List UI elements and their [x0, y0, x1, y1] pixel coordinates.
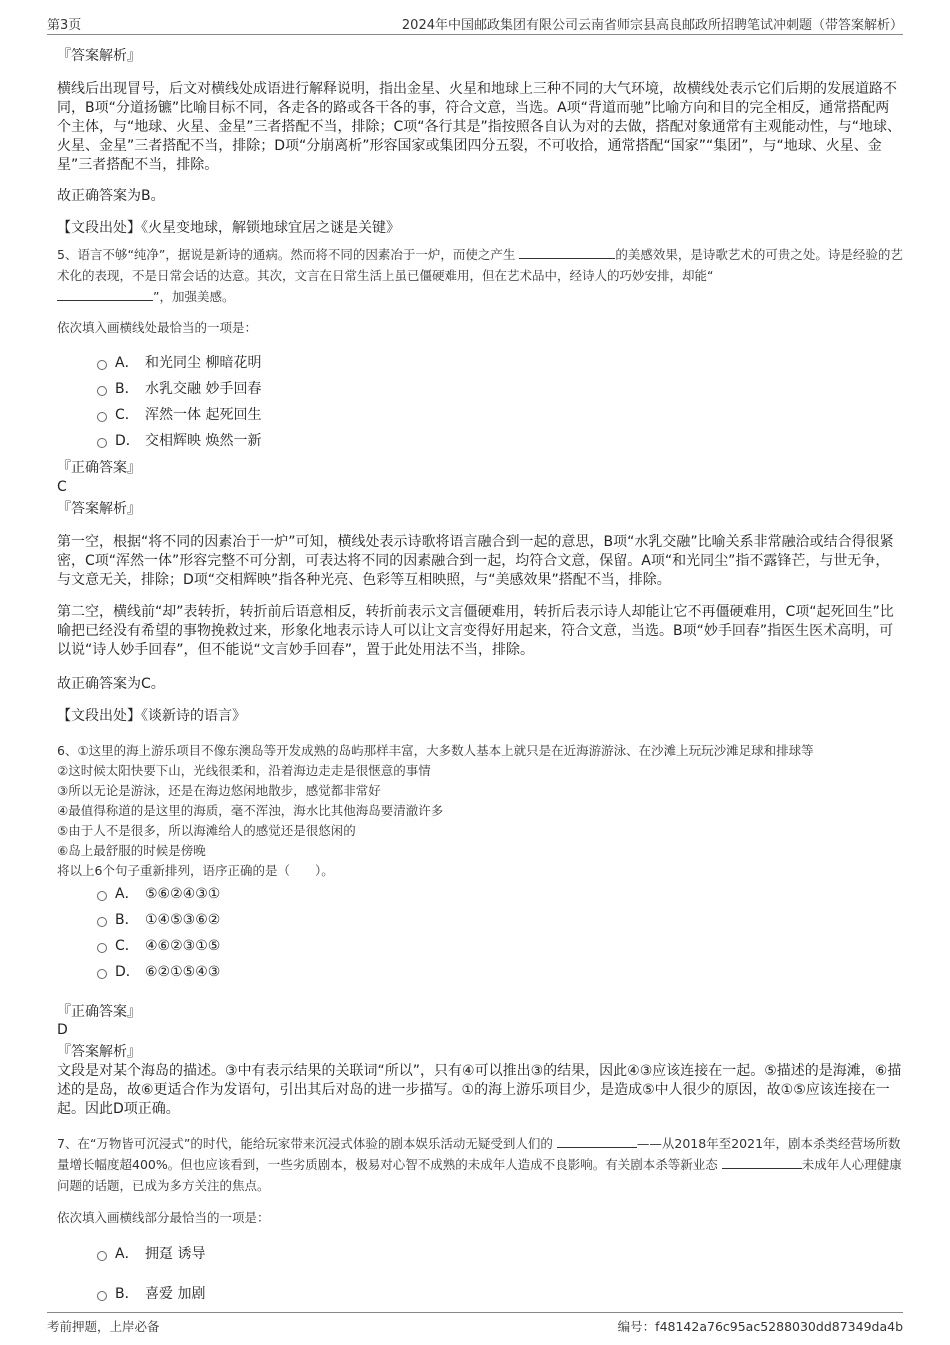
page-footer: [47, 1312, 903, 1337]
radio-icon[interactable]: [97, 386, 107, 396]
q4-source: [57, 218, 903, 238]
q4-analysis-label: 『答案解析』: [57, 48, 141, 64]
q5-option-b[interactable]: B． 水乳交融 妙手回春: [97, 379, 261, 399]
q4-conclusion: 故正确答案为B。: [57, 188, 165, 204]
q6-sentence-2: ②这时候太阳快要下山，光线很柔和，沿着海边走走是很惬意的事情: [57, 763, 431, 778]
q7-option-b[interactable]: B． 喜爱 加剧: [97, 1284, 205, 1304]
q6-option-b[interactable]: B． ①④⑤③⑥②: [97, 910, 220, 930]
q6-analysis-label: 『答案解析』: [57, 1044, 141, 1060]
q7-stem: 7、在“万物皆可沉浸式”的时代，能给玩家带来沉浸式体验的剧本娱乐活动无疑受到人们的 ——从2018年至2021年，剧本杀类经营场所数量增长幅度超400%。但也应该看到，一些劣质剧本，极易对心智不成熟的未成年人造成不良影响。有关剧本杀等新业态 未成年人心理健康问题的话题，已成为多方关注的焦点。: [57, 1136, 902, 1193]
radio-icon[interactable]: [97, 1291, 107, 1301]
radio-icon[interactable]: [97, 360, 107, 370]
q6-correct-label: 『正确答案』: [57, 1004, 141, 1020]
q5-prompt: 依次填入画横线处最恰当的一项是：: [57, 320, 258, 335]
q5-blank-1: [519, 246, 615, 259]
q7-option-a[interactable]: A． 拥趸 诱导: [97, 1244, 205, 1264]
q7-blank-1: [557, 1135, 637, 1148]
q6-prompt: 将以上6个句子重新排列，语序正确的是（ ）。: [57, 863, 334, 878]
q6-sentence-4: ④最值得称道的是这里的海质，毫不浑浊，海水比其他海岛要清澈许多: [57, 803, 444, 818]
radio-icon[interactable]: [97, 1251, 107, 1261]
q6-analysis-text: 文段是对某个海岛的描述。③中有表示结果的关联词“所以”，只有④可以推出③的结果，因此④③应该连接在一起。⑤描述的是海滩，⑥描述的是岛，故⑥更适合作为发语句，引出其后对岛的进一步描写。①的海上游乐项目少，是造成⑤中人很少的原因，故①⑤应该连接在一起。因此D项正确。: [57, 1063, 902, 1117]
q4-analysis-text: 横线后出现冒号，后文对横线处成语进行解释说明，指出金星、火星和地球上三种不同的大气环境，故横线处表示它们后期的发展道路不同，B项“分道扬镳”比喻目标不同，各走各的路或各干各的事，符合文意，当选。A项“背道而驰”比喻方向和目的完全相反，通常搭配两个主体，与“地球、火星、金星”三者搭配不当，排除；C项“各行其是”指按照各自认为对的去做，搭配对象通常有主观能动性，与“地球、火星、金星”三者搭配不当，排除；D项“分崩离析”形容国家或集团四分五裂，不可收拾，通常搭配“国家”“集团”，与“地球、火星、金星”三者搭配不当，排除。: [57, 81, 902, 173]
q5-stem: 5、语言不够“纯净”，据说是新诗的通病。然而将不同的因素冶于一炉，而使之产生 的美感效果，是诗歌艺术的可贵之处。诗是经验的艺术化的表现，不是日常会话的达意。其次，文言在日常生活上虽已僵硬难用，但在艺术品中，经诗人的巧妙安排，却能“ ”，加强美感。: [57, 247, 903, 304]
radio-icon[interactable]: [97, 969, 107, 979]
q5-correct-answer: C: [57, 479, 67, 495]
q5-option-c[interactable]: C． 浑然一体 起死回生: [97, 405, 261, 425]
footer-slogan: 考前押题，上岸必备: [47, 1319, 160, 1334]
q6-sentence-6: ⑥岛上最舒服的时候是傍晚: [57, 843, 206, 858]
q5-source: [57, 706, 903, 726]
q4-source-label: 【文段出处】: [57, 220, 141, 236]
q5-conclusion: 故正确答案为C。: [57, 676, 165, 692]
page-number: 第3页: [47, 18, 82, 33]
document-code: 编号：f48142a76c95ac5288030dd87349da4b: [617, 1319, 903, 1334]
q6-stem: 6、①这里的海上游乐项目不像东澳岛等开发成熟的岛屿那样丰富，大多数人基本上就只是在近海游游泳、在沙滩上玩玩沙滩足球和排球等: [57, 743, 814, 758]
q4-source-title: 《火星变地球，解锁地球宜居之谜是关键》: [141, 220, 400, 236]
q6-sentence-3: ③所以无论是游泳，还是在海边悠闲地散步，感觉都非常好: [57, 783, 381, 798]
q6-option-c[interactable]: C． ④⑥②③①⑤: [97, 936, 220, 956]
q5-option-d[interactable]: D． 交相辉映 焕然一新: [97, 431, 261, 451]
q5-analysis-text-2: 第二空，横线前“却”表转折，转折前后语意相反，转折前表示文言僵硬难用，转折后表示诗人却能让它不再僵硬难用，C项“起死回生”比喻把已经没有希望的事物挽救过来，形象化地表示诗人可以让文言变得好用起来，符合文意，当选。B项“妙手回春”指医生医术高明，可以说“诗人妙手回春”，但不能说“文言妙手回春”，置于此处用法不当，排除。: [57, 604, 894, 658]
q5-analysis-text-1: 第一空，根据“将不同的因素冶于一炉”可知，横线处表示诗歌将语言融合到一起的意思，B项“水乳交融”比喻关系非常融洽或结合得很紧密，C项“浑然一体”形容完整不可分割，可表达将不同的因素融合到一起，均符合文意，保留。A项“和光同尘”指不露锋芒，与世无争，与文意无关，排除；D项“交相辉映”指各种光亮、色彩等互相映照，与“美感效果”搭配不当，排除。: [57, 534, 894, 588]
q6-option-a[interactable]: A． ⑤⑥②④③①: [97, 884, 220, 904]
q5-correct-label: 『正确答案』: [57, 460, 141, 476]
q6-option-d[interactable]: D． ⑥②①⑤④③: [97, 962, 220, 982]
q5-analysis-label: 『答案解析』: [57, 501, 141, 517]
q5-option-a[interactable]: A． 和光同尘 柳暗花明: [97, 353, 261, 373]
radio-icon[interactable]: [97, 943, 107, 953]
radio-icon[interactable]: [97, 412, 107, 422]
page-header: [47, 12, 903, 35]
radio-icon[interactable]: [97, 438, 107, 448]
q5-blank-2: [57, 288, 153, 301]
q5-source-title: 《谈新诗的语言》: [141, 708, 246, 724]
radio-icon[interactable]: [97, 917, 107, 927]
document-title: 2024年中国邮政集团有限公司云南省师宗县高良邮政所招聘笔试冲刺题（带答案解析）: [401, 18, 903, 33]
q7-prompt: 依次填入画横线部分最恰当的一项是：: [57, 1210, 270, 1225]
q6-correct-answer: D: [57, 1022, 68, 1038]
q5-source-label: 【文段出处】: [57, 708, 141, 724]
q7-blank-2: [722, 1156, 802, 1169]
q6-sentence-5: ⑤由于人不是很多，所以海滩给人的感觉还是很悠闲的: [57, 823, 356, 838]
radio-icon[interactable]: [97, 891, 107, 901]
